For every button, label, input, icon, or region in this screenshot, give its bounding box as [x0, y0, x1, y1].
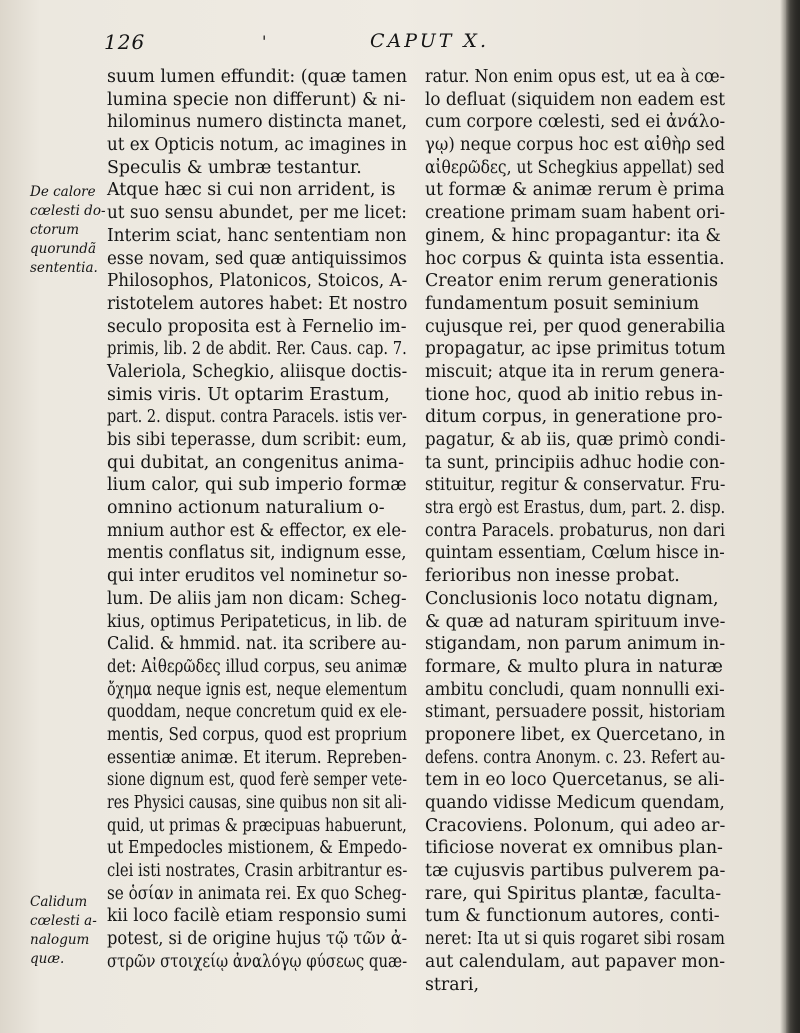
text-line: miscuit; atque ita in rerum genera-: [425, 361, 725, 382]
text-line: potest, si de origine hujus τῷ τῶν ἀ-: [107, 929, 408, 950]
margin-note-line: ctorum: [30, 222, 80, 238]
text-line: mentis, Sed corpus, quod est proprium: [107, 724, 408, 745]
text-line: suum lumen effundit: (quæ tamen: [107, 67, 408, 87]
text-line: Cracoviens. Polonum, qui adeo ar-: [425, 815, 726, 836]
text-line: ginem, & hinc propagantur: ita &: [425, 225, 721, 246]
text-line: Conclusionis loco notatu dignam,: [425, 588, 719, 609]
text-line: aut calendulam, aut papaver mon-: [425, 951, 726, 972]
text-line: esse novam, sed quæ antiquissimos: [107, 248, 407, 269]
text-line: mnium author est & effector, ex ele-: [107, 520, 407, 541]
margin-note-line: nalogum: [30, 932, 90, 948]
text-line: stimant, persuadere possit, historiam: [425, 702, 726, 723]
text-line: se ὁσίαν in animata rei. Ex quo Scheg-: [107, 883, 407, 904]
text-line: stra ergò est Erastus, dum, part. 2. disp.: [425, 498, 726, 519]
margin-note-line: quorundã: [30, 241, 96, 257]
text-line: ut ex Opticis notum, ac imagines in: [107, 135, 407, 156]
text-line: part. 2. disput. contra Paracels. istis ver-: [107, 407, 407, 428]
text-line: fundamentum posuit seminium: [425, 293, 700, 314]
text-line: neret: Ita ut si quis rogaret sibi rosam: [425, 929, 725, 950]
left-text-column: [107, 66, 407, 974]
text-line: kius, optimus Peripateticus, in lib. de: [107, 611, 407, 632]
text-line: creatione primam suam habent ori-: [425, 203, 726, 224]
text-line: seculo proposita est à Fernelio im-: [107, 316, 407, 337]
right-text-column: [425, 66, 725, 996]
text-line: tione hoc, quod ab initio rebus in-: [425, 384, 723, 405]
text-line: pagatur, & ab iis, quæ primò condi-: [425, 430, 726, 450]
text-line: simis viris. Ut optarim Erastum,: [107, 384, 390, 405]
text-line: hilominus numero distincta manet,: [107, 112, 408, 133]
text-line: quintam essentiam, Cœlum hisce in-: [425, 543, 725, 564]
text-line: Valeriola, Schegkio, aliisque doctis-: [107, 361, 408, 382]
text-line: rare, qui Spiritus plantæ, faculta-: [425, 883, 722, 904]
text-line: lumina specie non differunt) & ni-: [107, 89, 406, 110]
text-line: Creator enim rerum generationis: [425, 271, 719, 292]
text-line: lo defluat (siquidem non eadem est: [425, 89, 725, 110]
text-line: det: Αἰθερῶδες illud corpus, seu animæ: [107, 656, 408, 677]
text-line: propagatur, ac ipse primitus totum: [425, 339, 726, 360]
margin-note-line: cœlesti a-: [30, 913, 97, 929]
margin-note-line: cœlesti do-: [30, 203, 106, 219]
text-line: ferioribus non inesse probat.: [425, 566, 680, 587]
text-line: ta sunt, principiis adhuc hodie con-: [425, 452, 726, 473]
text-line: primis, lib. 2 de abdit. Rer. Caus. cap. 7.: [107, 339, 407, 360]
margin-note-1: [30, 183, 106, 278]
text-line: tum & functionum autores, conti-: [425, 906, 720, 927]
text-line: lum. De aliis jam non dicam: Scheg-: [107, 588, 407, 609]
text-line: ut formæ & animæ rerum è prima: [425, 180, 725, 201]
running-head: CAPUT X.: [370, 30, 489, 52]
page-number: 126: [104, 30, 146, 54]
text-line: αἰθερῶδες, ut Schegkius appellat) sed: [425, 157, 725, 178]
text-line: ut suo sensu abundet, per me licet:: [107, 203, 407, 224]
header-mark: ': [262, 32, 267, 51]
text-line: bis sibi teperasse, dum scribit: eum,: [107, 430, 407, 450]
text-line: tem in eo loco Quercetanus, se ali-: [425, 770, 725, 791]
text-line: essentiæ animæ. Et iterum. Repreben-: [107, 747, 407, 768]
margin-note-line: quæ.: [30, 951, 65, 967]
margin-note-2: [30, 893, 102, 969]
margin-note-line: De calore: [30, 184, 96, 200]
text-line: quando vidisse Medicum quendam,: [425, 793, 725, 813]
text-line: kii loco facilè etiam responsio sumi: [107, 906, 407, 927]
text-line: Philosophos, Platonicos, Stoicos, A-: [107, 271, 408, 292]
text-line: στρῶν στοιχείῳ ἀναλόγῳ φύσεως quæ-: [107, 951, 408, 972]
text-line: cum corpore cœlesti, sed ei ἀνάλο-: [425, 112, 726, 133]
text-line: tæ cujusvis partibus pulverem pa-: [425, 861, 726, 882]
text-line: formare, & multo plura in naturæ: [425, 656, 723, 677]
text-line: defens. contra Anonym. c. 23. Refert au-: [425, 747, 726, 768]
text-line: & quæ ad naturam spirituum inve-: [425, 611, 726, 632]
text-line: Speculis & umbræ testantur.: [107, 157, 362, 178]
text-line: sione dignum est, quod ferè semper vete-: [107, 770, 408, 791]
text-line: Calid. & hmmid. nat. ita scribere au-: [107, 634, 407, 655]
text-line: γῳ) neque corpus hoc est αἰθὴρ sed: [425, 135, 726, 156]
page-edge-shadow: [786, 0, 800, 1033]
text-line: qui dubitat, an congenitus anima-: [107, 452, 405, 473]
text-line: contra Paracels. probaturus, non dari: [425, 520, 726, 541]
text-line: omnino actionum naturalium o-: [107, 498, 385, 519]
text-line: ristotelem autores habet: Et nostro: [107, 293, 408, 314]
text-line: quoddam, neque concretum quid ex ele-: [107, 702, 407, 723]
page-header: [0, 30, 800, 60]
text-line: quid, ut primas & præcipuas habuerunt,: [107, 815, 407, 836]
text-line: mentis conflatus sit, indignum esse,: [107, 543, 407, 564]
margin-note-line: Calidum: [30, 894, 88, 910]
text-line: ut Empedocles mistionem, & Empedo-: [107, 838, 408, 859]
text-line: stigandam, non parum animum in-: [425, 634, 726, 655]
text-line: qui inter eruditos vel nominetur so-: [107, 566, 408, 587]
text-line: strari,: [425, 974, 479, 995]
text-line: ditum corpus, in generatione pro-: [425, 407, 723, 428]
text-line: res Physici causas, sine quibus non sit ali-: [107, 793, 407, 813]
text-line: ambitu concludi, quam nonnulli exi-: [425, 679, 725, 700]
text-line: hoc corpus & quinta ista essentia.: [425, 248, 725, 269]
text-line: ὄχημα neque ignis est, neque elementum: [107, 679, 408, 700]
text-line: tificiose noverat ex omnibus plan-: [425, 838, 723, 859]
text-line: lium calor, qui sub imperio formæ: [107, 475, 407, 496]
text-line: Atque hæc si cui non arrident, is: [107, 180, 396, 201]
text-line: cujusque rei, per quod generabilia: [425, 316, 726, 337]
text-line: proponere libet, ex Quercetano, in: [425, 724, 726, 745]
text-line: Interim sciat, hanc sententiam non: [107, 225, 407, 246]
text-line: clei isti nostrates, Crasin arbitrantur es-: [107, 861, 408, 882]
text-line: ratur. Non enim opus est, ut ea à cœ-: [425, 67, 725, 87]
margin-note-line: sententia.: [30, 260, 98, 276]
text-line: stituitur, regitur & conservatur. Fru-: [425, 475, 726, 496]
